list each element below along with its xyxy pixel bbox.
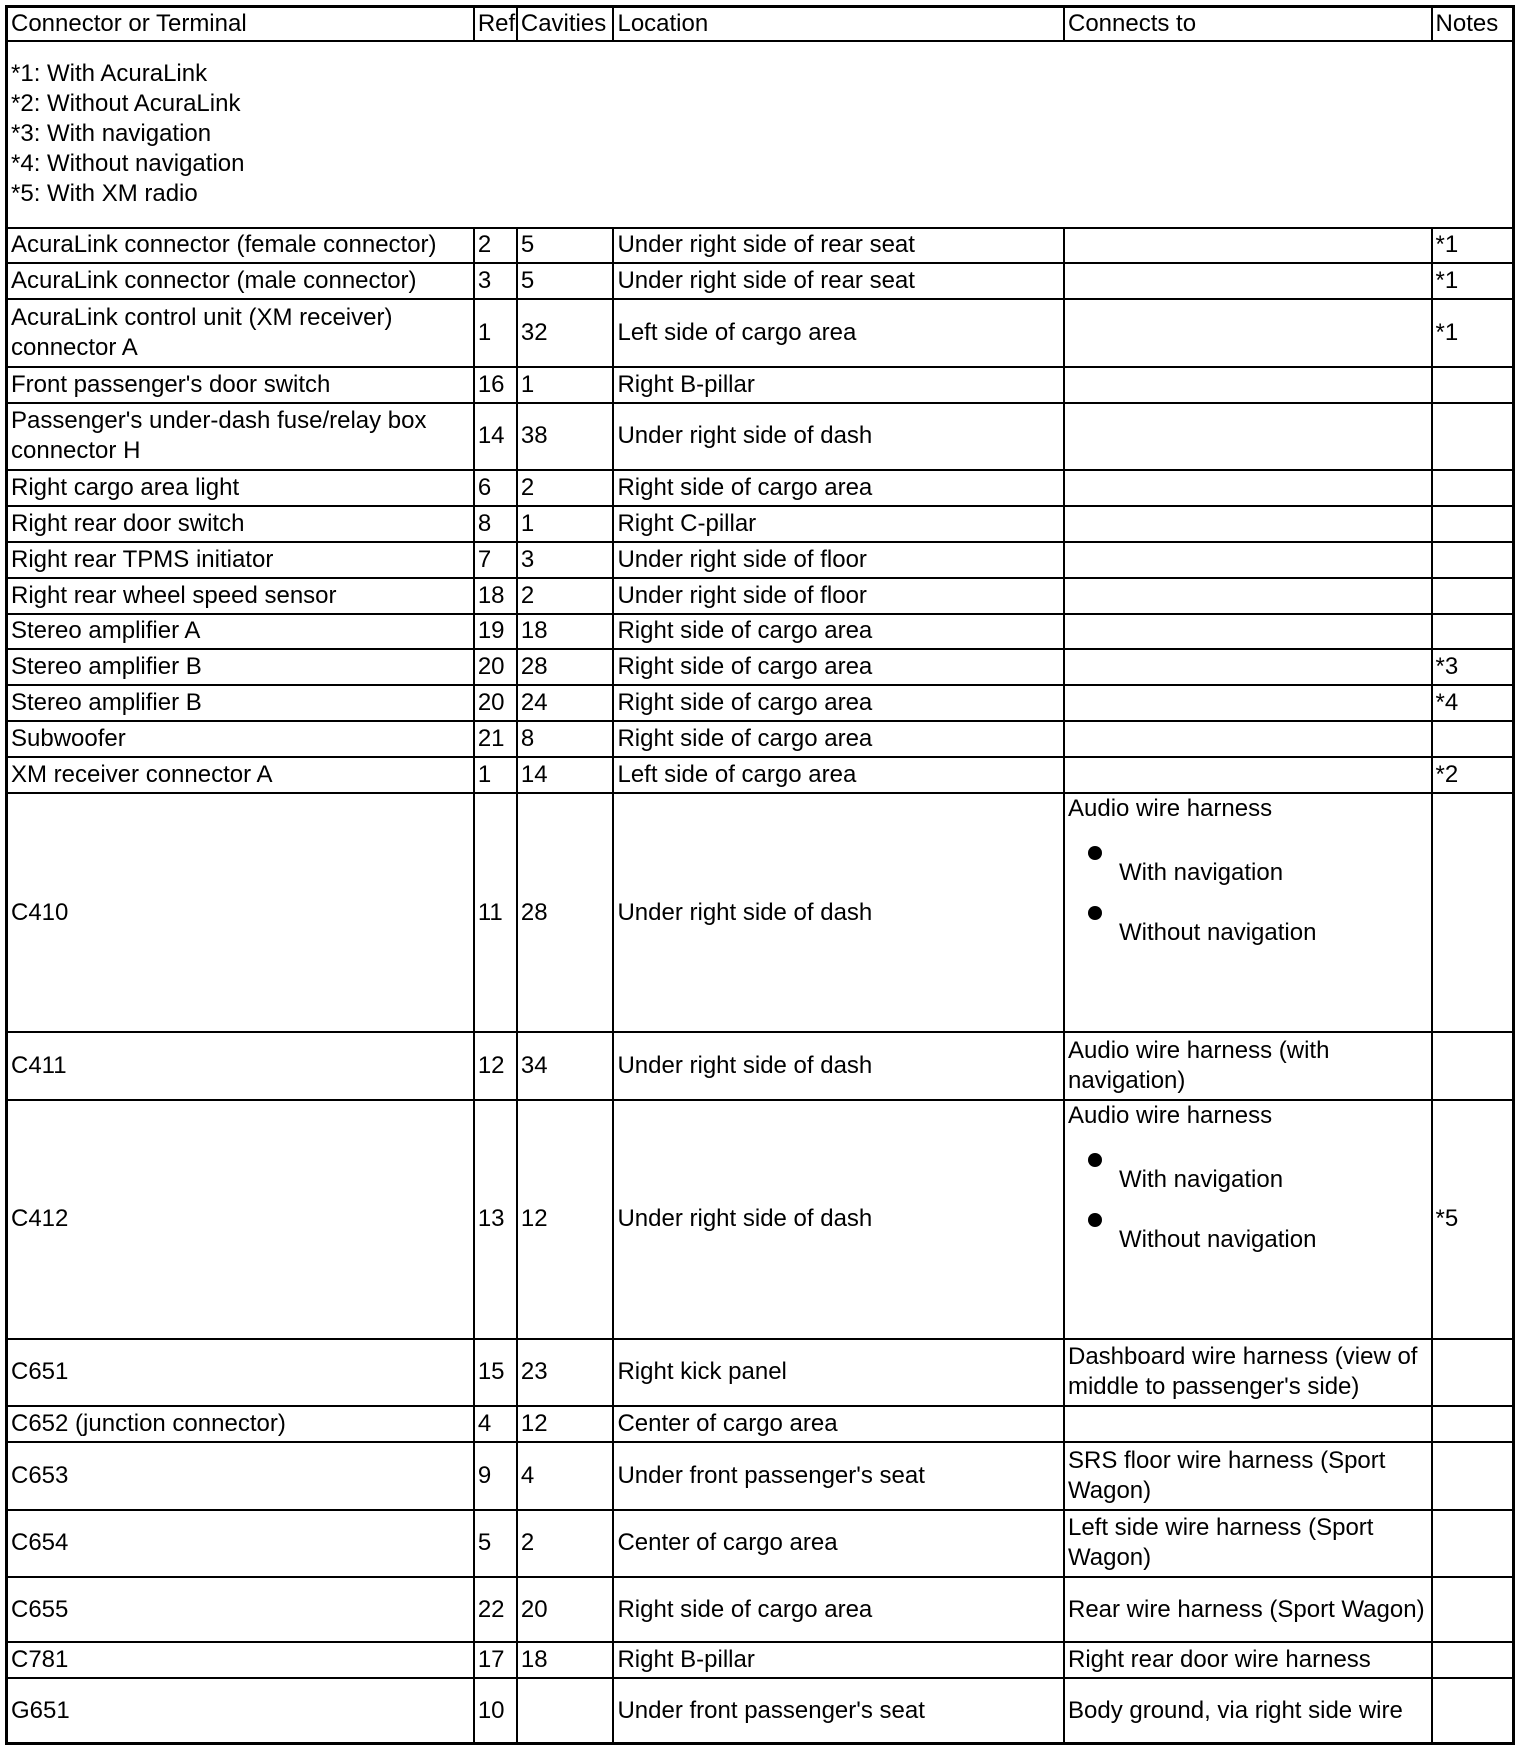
cell-cavities: 18 bbox=[517, 614, 614, 650]
cell-location: Right side of cargo area bbox=[613, 470, 1064, 506]
cell-ref: 18 bbox=[474, 578, 517, 614]
cell-cavities bbox=[517, 1678, 614, 1743]
cell-ref: 9 bbox=[474, 1442, 517, 1509]
cell-location: Under right side of dash bbox=[613, 1100, 1064, 1339]
cell-location: Under right side of dash bbox=[613, 793, 1064, 1032]
table-row bbox=[7, 1577, 1514, 1642]
table-row bbox=[7, 614, 1514, 650]
cell-connector: Stereo amplifier B bbox=[7, 685, 474, 721]
cell-connector: C411 bbox=[7, 1032, 474, 1099]
cell-notes bbox=[1432, 403, 1514, 470]
legend-item: *3: With navigation bbox=[11, 120, 212, 148]
cell-notes bbox=[1432, 721, 1514, 757]
cell-cavities: 1 bbox=[517, 506, 614, 542]
cell-location: Right C-pillar bbox=[613, 506, 1064, 542]
cell-connects-to bbox=[1064, 685, 1432, 721]
cell-location: Under right side of rear seat bbox=[613, 228, 1064, 264]
cell-cavities: 20 bbox=[517, 1577, 614, 1642]
cell-connects-to bbox=[1064, 367, 1432, 403]
table-row bbox=[7, 1510, 1514, 1577]
cell-connector: AcuraLink control unit (XM receiver) connector A bbox=[7, 299, 474, 366]
cell-location: Under right side of floor bbox=[613, 578, 1064, 614]
cell-notes bbox=[1432, 542, 1514, 578]
cell-connector: AcuraLink connector (female connector) bbox=[7, 228, 474, 264]
cell-connects-to bbox=[1064, 721, 1432, 757]
cell-location: Center of cargo area bbox=[613, 1406, 1064, 1442]
table-row bbox=[7, 578, 1514, 614]
cell-location: Right side of cargo area bbox=[613, 649, 1064, 685]
cell-ref: 1 bbox=[474, 299, 517, 366]
table-row bbox=[7, 263, 1514, 299]
cell-location: Left side of cargo area bbox=[613, 757, 1064, 793]
legend-item: *5: With XM radio bbox=[11, 180, 198, 208]
cell-connector: Right rear TPMS initiator bbox=[7, 542, 474, 578]
cell-cavities: 3 bbox=[517, 542, 614, 578]
table-row bbox=[7, 1678, 1514, 1743]
cell-cavities: 18 bbox=[517, 1642, 614, 1678]
cell-connector: G651 bbox=[7, 1678, 474, 1743]
cell-connects-to: Dashboard wire harness (view of middle to passenger's side) bbox=[1064, 1339, 1432, 1406]
table-row bbox=[7, 757, 1514, 793]
cell-connector: AcuraLink connector (male connector) bbox=[7, 263, 474, 299]
cell-location: Under right side of dash bbox=[613, 403, 1064, 470]
cell-location: Left side of cargo area bbox=[613, 299, 1064, 366]
cell-cavities: 2 bbox=[517, 1510, 614, 1577]
bullet-item bbox=[1068, 838, 1428, 888]
cell-connector: C410 bbox=[7, 793, 474, 1032]
cell-notes: *3 bbox=[1432, 649, 1514, 685]
bullet-dot-icon bbox=[1088, 1213, 1102, 1227]
cell-notes bbox=[1432, 1339, 1514, 1406]
cell-connects-to bbox=[1064, 299, 1432, 366]
table-row bbox=[7, 542, 1514, 578]
table-row bbox=[7, 793, 1514, 1032]
cell-cavities: 34 bbox=[517, 1032, 614, 1099]
cell-connects-to bbox=[1064, 542, 1432, 578]
cell-connects-to bbox=[1064, 793, 1432, 1032]
cell-connector: C412 bbox=[7, 1100, 474, 1339]
cell-notes bbox=[1432, 367, 1514, 403]
cell-notes bbox=[1432, 1510, 1514, 1577]
cell-notes: *1 bbox=[1432, 263, 1514, 299]
cell-cavities: 5 bbox=[517, 228, 614, 264]
cell-location: Under right side of rear seat bbox=[613, 263, 1064, 299]
table-row bbox=[7, 1032, 1514, 1099]
cell-connects-to bbox=[1064, 578, 1432, 614]
cell-connects-to bbox=[1064, 228, 1432, 264]
cell-connects-to: Left side wire harness (Sport Wagon) bbox=[1064, 1510, 1432, 1577]
cell-cavities: 28 bbox=[517, 649, 614, 685]
cell-location: Right side of cargo area bbox=[613, 614, 1064, 650]
cell-notes: *2 bbox=[1432, 757, 1514, 793]
cell-connector: Right cargo area light bbox=[7, 470, 474, 506]
cell-connects-to bbox=[1064, 470, 1432, 506]
table-row bbox=[7, 228, 1514, 264]
header-cavities: Cavities bbox=[517, 7, 614, 41]
cell-notes bbox=[1432, 1442, 1514, 1509]
table-row bbox=[7, 685, 1514, 721]
cell-location: Under front passenger's seat bbox=[613, 1678, 1064, 1743]
legend-row bbox=[7, 41, 1514, 228]
cell-ref: 3 bbox=[474, 263, 517, 299]
cell-notes bbox=[1432, 470, 1514, 506]
cell-notes bbox=[1432, 1032, 1514, 1099]
cell-connects-to: Body ground, via right side wire bbox=[1064, 1678, 1432, 1743]
bullet-dot-icon bbox=[1088, 1153, 1102, 1167]
cell-ref: 15 bbox=[474, 1339, 517, 1406]
cell-connects-to: SRS floor wire harness (Sport Wagon) bbox=[1064, 1442, 1432, 1509]
cell-cavities: 28 bbox=[517, 793, 614, 1032]
cell-ref: 7 bbox=[474, 542, 517, 578]
cell-location: Right side of cargo area bbox=[613, 685, 1064, 721]
table-row bbox=[7, 1100, 1514, 1339]
bullet-text: With navigation bbox=[1118, 1165, 1284, 1193]
table-row bbox=[7, 1642, 1514, 1678]
cell-notes bbox=[1432, 1577, 1514, 1642]
cell-location: Right side of cargo area bbox=[613, 721, 1064, 757]
cell-notes: *1 bbox=[1432, 299, 1514, 366]
cell-connector: C654 bbox=[7, 1510, 474, 1577]
cell-ref: 13 bbox=[474, 1100, 517, 1339]
cell-connects-to: Rear wire harness (Sport Wagon) bbox=[1064, 1577, 1432, 1642]
cell-cavities: 24 bbox=[517, 685, 614, 721]
cell-notes bbox=[1432, 1678, 1514, 1743]
cell-cavities: 12 bbox=[517, 1100, 614, 1339]
table-row bbox=[7, 721, 1514, 757]
cell-ref: 10 bbox=[474, 1678, 517, 1743]
table-body bbox=[7, 41, 1514, 1744]
cell-cavities: 38 bbox=[517, 403, 614, 470]
cell-connector: C781 bbox=[7, 1642, 474, 1678]
header-row bbox=[7, 7, 1514, 41]
cell-connects-to bbox=[1064, 1100, 1432, 1339]
cell-connects-to bbox=[1064, 649, 1432, 685]
cell-connector: XM receiver connector A bbox=[7, 757, 474, 793]
bullet-text: Without navigation bbox=[1118, 1225, 1317, 1253]
cell-connector: Passenger's under-dash fuse/relay box connector H bbox=[7, 403, 474, 470]
cell-connects-to bbox=[1064, 403, 1432, 470]
cell-location: Right kick panel bbox=[613, 1339, 1064, 1406]
bullet-item bbox=[1068, 1145, 1428, 1195]
cell-connector: Right rear wheel speed sensor bbox=[7, 578, 474, 614]
cell-ref: 21 bbox=[474, 721, 517, 757]
header-ref: Ref bbox=[474, 7, 517, 41]
cell-connector: Subwoofer bbox=[7, 721, 474, 757]
header-location: Location bbox=[613, 7, 1064, 41]
cell-ref: 2 bbox=[474, 228, 517, 264]
cell-ref: 20 bbox=[474, 685, 517, 721]
cell-notes bbox=[1432, 1642, 1514, 1678]
cell-cavities: 14 bbox=[517, 757, 614, 793]
cell-cavities: 32 bbox=[517, 299, 614, 366]
table-row bbox=[7, 1406, 1514, 1442]
cell-notes bbox=[1432, 793, 1514, 1032]
cell-ref: 4 bbox=[474, 1406, 517, 1442]
cell-location: Under right side of dash bbox=[613, 1032, 1064, 1099]
cell-ref: 12 bbox=[474, 1032, 517, 1099]
cell-notes: *4 bbox=[1432, 685, 1514, 721]
bullet-text: Without navigation bbox=[1118, 918, 1317, 946]
cell-connects-to: Right rear door wire harness bbox=[1064, 1642, 1432, 1678]
cell-connector: Stereo amplifier B bbox=[7, 649, 474, 685]
header-notes: Notes bbox=[1432, 7, 1514, 41]
cell-ref: 17 bbox=[474, 1642, 517, 1678]
cell-location: Under front passenger's seat bbox=[613, 1442, 1064, 1509]
table-row bbox=[7, 403, 1514, 470]
table-row bbox=[7, 649, 1514, 685]
bullet-item bbox=[1068, 898, 1428, 948]
header-connector: Connector or Terminal bbox=[7, 7, 474, 41]
connects-to-text: Audio wire harness bbox=[1067, 794, 1273, 822]
cell-connector: Stereo amplifier A bbox=[7, 614, 474, 650]
cell-connects-to bbox=[1064, 1406, 1432, 1442]
cell-ref: 14 bbox=[474, 403, 517, 470]
cell-ref: 6 bbox=[474, 470, 517, 506]
cell-connects-to bbox=[1064, 757, 1432, 793]
table-row bbox=[7, 506, 1514, 542]
cell-ref: 8 bbox=[474, 506, 517, 542]
cell-cavities: 2 bbox=[517, 578, 614, 614]
cell-connector: C653 bbox=[7, 1442, 474, 1509]
cell-location: Right B-pillar bbox=[613, 367, 1064, 403]
cell-connector: C652 (junction connector) bbox=[7, 1406, 474, 1442]
cell-notes: *1 bbox=[1432, 228, 1514, 264]
cell-connector: C655 bbox=[7, 1577, 474, 1642]
cell-ref: 19 bbox=[474, 614, 517, 650]
bullet-text: With navigation bbox=[1118, 858, 1284, 886]
table-row bbox=[7, 1442, 1514, 1509]
notes-legend bbox=[7, 41, 1514, 228]
cell-ref: 20 bbox=[474, 649, 517, 685]
bullet-dot-icon bbox=[1088, 906, 1102, 920]
cell-notes bbox=[1432, 506, 1514, 542]
cell-connector: Right rear door switch bbox=[7, 506, 474, 542]
cell-location: Right side of cargo area bbox=[613, 1577, 1064, 1642]
table-row bbox=[7, 470, 1514, 506]
cell-connects-to bbox=[1064, 614, 1432, 650]
cell-cavities: 1 bbox=[517, 367, 614, 403]
connector-table bbox=[5, 5, 1515, 1745]
cell-cavities: 2 bbox=[517, 470, 614, 506]
cell-ref: 1 bbox=[474, 757, 517, 793]
legend-item: *2: Without AcuraLink bbox=[11, 90, 241, 118]
cell-cavities: 8 bbox=[517, 721, 614, 757]
legend-item: *4: Without navigation bbox=[11, 150, 245, 178]
table-row bbox=[7, 1339, 1514, 1406]
cell-location: Right B-pillar bbox=[613, 1642, 1064, 1678]
cell-connects-to: Audio wire harness (with navigation) bbox=[1064, 1032, 1432, 1099]
cell-location: Under right side of floor bbox=[613, 542, 1064, 578]
cell-location: Center of cargo area bbox=[613, 1510, 1064, 1577]
cell-cavities: 4 bbox=[517, 1442, 614, 1509]
cell-ref: 16 bbox=[474, 367, 517, 403]
cell-notes bbox=[1432, 614, 1514, 650]
cell-notes bbox=[1432, 578, 1514, 614]
cell-notes: *5 bbox=[1432, 1100, 1514, 1339]
cell-ref: 5 bbox=[474, 1510, 517, 1577]
table-row bbox=[7, 299, 1514, 366]
cell-notes bbox=[1432, 1406, 1514, 1442]
cell-cavities: 5 bbox=[517, 263, 614, 299]
header-connects-to: Connects to bbox=[1064, 7, 1432, 41]
cell-ref: 11 bbox=[474, 793, 517, 1032]
cell-ref: 22 bbox=[474, 1577, 517, 1642]
cell-cavities: 23 bbox=[517, 1339, 614, 1406]
cell-connects-to bbox=[1064, 506, 1432, 542]
cell-cavities: 12 bbox=[517, 1406, 614, 1442]
connects-to-text: Audio wire harness bbox=[1067, 1101, 1273, 1129]
cell-connector: Front passenger's door switch bbox=[7, 367, 474, 403]
cell-connects-to bbox=[1064, 263, 1432, 299]
bullet-item bbox=[1068, 1205, 1428, 1255]
bullet-dot-icon bbox=[1088, 846, 1102, 860]
table-row bbox=[7, 367, 1514, 403]
cell-connector: C651 bbox=[7, 1339, 474, 1406]
legend-item: *1: With AcuraLink bbox=[11, 60, 208, 88]
